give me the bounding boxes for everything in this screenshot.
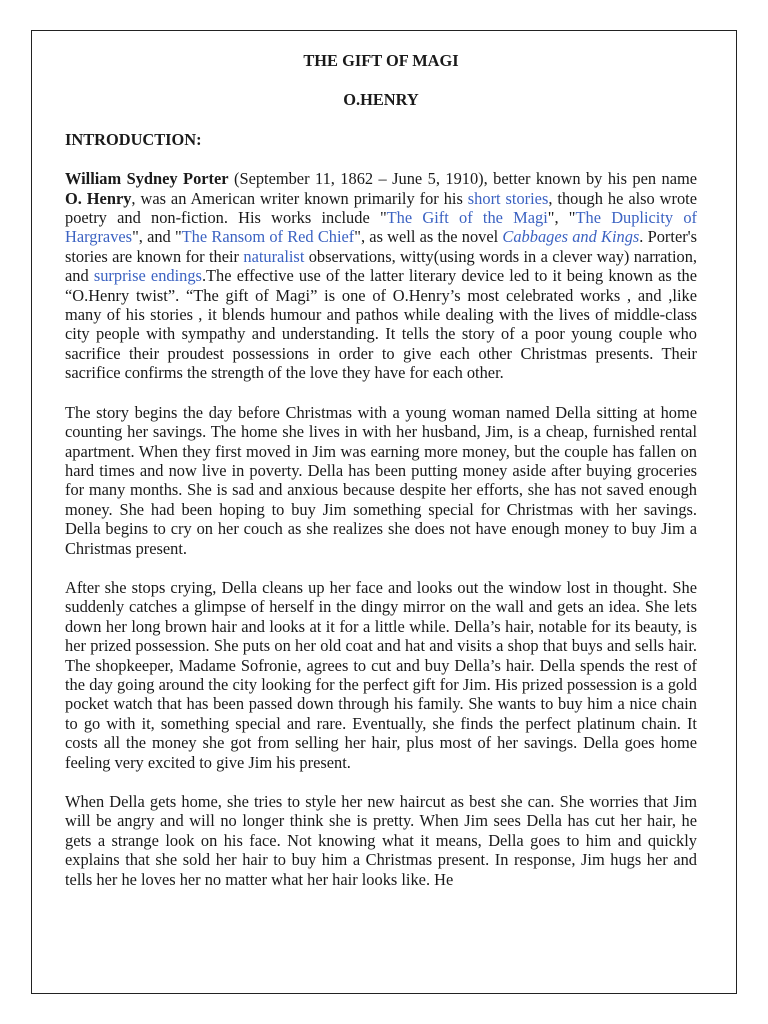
link-naturalist[interactable]: naturalist bbox=[243, 246, 305, 266]
link-ransom-of-red-chief[interactable]: The Ransom of Red Chief bbox=[181, 227, 355, 247]
link-duplicity-of-hargraves[interactable]: The Duplicity of Hargraves bbox=[65, 208, 698, 247]
link-surprise-endings[interactable]: surprise endings bbox=[93, 266, 202, 286]
page-frame bbox=[31, 30, 737, 994]
link-cabbages-and-kings[interactable] bbox=[502, 227, 639, 246]
paragraph-della-hair: After she stops crying, Della cleans up her face and looks out the window lost in thought. She suddenly catches a glimpse of herself in the dingy mirror on the wall and gets an idea. She lets down her long brown hair and looks at it for a little while. Della’s hair, notable for its beauty, is her prized possession. She puts on her old coat and hat and visits a shop that buys and sells hair. The shopkeeper, Madame Sofronie, agrees to cut and buy Della’s hair. Della spends the rest of the day going around the city looking for the perfect gift for Jim. His prized possession is a gold pocket watch that has been passed down through his family. She wants to buy him a nice chain to go with it, something special and rare. Eventually, she finds the perfect platinum chain. It costs all the money she got from selling her hair, plus most of her savings. Della goes home feeling very excited to give Jim his present. bbox=[65, 577, 697, 772]
pen-name: O. Henry bbox=[65, 188, 132, 208]
text-span: .The effective use of the latter literary device led to it being known as the “O.Henry twist”. “The gift of Magi” is one of O.Henry’s most celebrated works , and ,like many of his stories , it blends humour and pathos while dealing with the lives of middle-class city people with sympathy and understanding. It tells the story of a poor young couple who sacrifice their proudest possessions in order to give each other Christmas presents. Their sacrifice confirms the strength of the love they have for each other. bbox=[65, 266, 698, 383]
text-span: , though he also wrote poetry and non-fiction. His works include " bbox=[65, 188, 697, 228]
author-full-name: William Sydney Porter bbox=[65, 169, 229, 189]
text-span: ", " bbox=[547, 208, 576, 228]
link-short-stories[interactable]: short stories bbox=[467, 188, 549, 208]
text-span: observations, witty(using words in a clever way) narration, and bbox=[65, 246, 698, 286]
paragraph-della-home: When Della gets home, she tries to style her new haircut as best she can. She worries that Jim will be angry and will no longer think she is pretty. When Jim sees Della has cut her hair, he gets a strange look on his face. Not knowing what it means, Della goes to him and quickly explains that she sold her hair to buy him a Christmas present. In response, Jim hugs her and tells her he loves her no matter what her hair looks like. He bbox=[65, 792, 697, 889]
paragraph-introduction bbox=[65, 169, 697, 382]
text-span: , was an American writer known primarily for his bbox=[131, 188, 468, 208]
italic-title: Cabbages and Kings bbox=[502, 227, 640, 247]
text-span: ", and " bbox=[132, 227, 182, 247]
introduction-heading: INTRODUCTION: bbox=[65, 129, 202, 149]
document-title: THE GIFT OF MAGI bbox=[303, 51, 459, 70]
text-span: . Porter's stories are known for their bbox=[65, 227, 698, 266]
paragraph-story-begins: The story begins the day before Christmas with a young woman named Della sitting at home counting her savings. The home she lives in with her husband, Jim, is a cheap, furnished rental apartment. When they first moved in Jim was earning more money, but the couple has fallen on hard times and now live in poverty. Della has been putting money aside after buying groceries for many months. She is sad and anxious because despite her efforts, she has not saved enough money. She had been hoping to buy Jim something special for Christmas with her savings. Della begins to cry on her couch as she realizes she does not have enough money to buy Jim a Christmas present. bbox=[65, 402, 697, 558]
text-span: ", as well as the novel bbox=[354, 227, 503, 247]
document-author: O.HENRY bbox=[343, 90, 419, 110]
document-body bbox=[65, 51, 697, 889]
text-span: (September 11, 1862 – June 5, 1910), better known by his pen name bbox=[228, 169, 697, 189]
link-gift-of-the-magi[interactable]: The Gift of the Magi bbox=[386, 208, 548, 228]
